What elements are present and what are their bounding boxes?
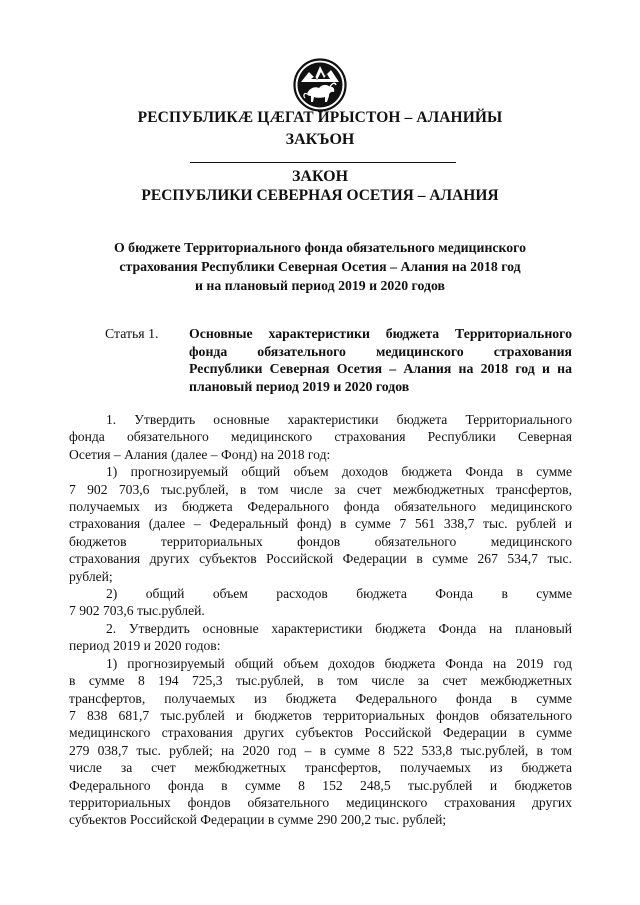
body-line: Федерального фонда в сумме 8 152 248,5 тыс.рублей и бюджетов	[69, 777, 572, 793]
body-line: 1) прогнозируемый общий объем доходов бюджета Фонда на 2019 год	[106, 655, 572, 671]
body-line: страхования (далее – Федеральный фонд) в сумме 7 561 338,7 тыс. рублей и	[69, 516, 572, 532]
body-line: территориальных фондов обязательного медицинского страхования других	[69, 794, 572, 810]
header-ossetian-republic: РЕСПУБЛИКӔ ЦӔГАТ ИРЫСТОН – АЛАНИЙЫ	[137, 109, 503, 126]
article-title-line: плановый период 2019 и 2020 годов	[189, 378, 410, 394]
body-line: фонда обязательного медицинского страхования Республики Северная	[69, 429, 572, 445]
body-line: период 2019 и 2020 годов:	[69, 638, 221, 654]
body-line: 7 838 681,7 тыс.рублей и бюджетов территориальных фондов обязательного	[69, 707, 572, 723]
body-line: рублей;	[69, 568, 113, 584]
body-line: 2. Утвердить основные характеристики бюджета Фонда на плановый	[106, 620, 572, 636]
body-line: 7 902 703,6 тыс.рублей, в том числе за счет межбюджетных трансфертов,	[69, 481, 572, 497]
article-number: Статья 1.	[105, 326, 159, 341]
body-line: 1) прогнозируемый общий объем доходов бюджета Фонда в сумме	[106, 464, 572, 480]
body-line: бюджетов территориальных фондов обязательного медицинского	[69, 533, 572, 549]
body-line: субъектов Российской Федерации в сумме 290 200,2 тыс. рублей;	[69, 812, 447, 828]
body-line: 1. Утвердить основные характеристики бюджета Территориального	[106, 412, 572, 427]
article-title	[189, 325, 572, 395]
article-title-line: фонда обязательного медицинского страхования	[189, 343, 572, 359]
body-line: Осетия – Алания (далее – Фонд) на 2018 год:	[69, 446, 331, 462]
body-line: 7 902 703,6 тыс.рублей.	[69, 603, 205, 619]
coat-of-arms-emblem-icon	[293, 58, 347, 112]
header-ossetian-law: ЗАКЪОН	[285, 131, 355, 148]
body-line: 279 038,7 тыс. рублей; на 2020 год – в сумме 8 522 533,8 тыс.рублей, в том	[69, 742, 572, 758]
header-russian-republic: РЕСПУБЛИКИ СЕВЕРНАЯ ОСЕТИЯ – АЛАНИЯ	[141, 187, 499, 204]
body-line: в сумме 8 194 725,3 тыс.рублей, в том числе за счет межбюджетных	[69, 673, 572, 689]
article-body	[69, 411, 572, 829]
body-line: трансфертов, получаемых из бюджета Федерального фонда в сумме	[69, 690, 572, 706]
law-title	[80, 238, 560, 295]
body-line: страхования других субъектов Российской Федерации в сумме 267 534,7 тыс.	[69, 551, 572, 567]
header-russian-law: ЗАКОН	[291, 168, 349, 185]
header-divider	[190, 162, 456, 163]
body-line: медицинского страхования других субъектов Российской Федерации в сумме	[69, 725, 572, 741]
body-line: 2) общий объем расходов бюджета Фонда в сумме	[106, 586, 572, 602]
article-title-line: Основные характеристики бюджета Территориального	[189, 326, 572, 341]
law-title-line: и на плановый период 2019 и 2020 годов	[195, 278, 445, 293]
body-line: получаемых из бюджета Федерального фонда обязательного медицинского	[69, 499, 572, 515]
law-title-line: О бюджете Территориального фонда обязательного медицинского	[114, 240, 526, 255]
article-title-line: Республики Северная Осетия – Алания на 2018 год и на	[189, 361, 572, 376]
body-line: числе за счет межбюджетных трансфертов, получаемых из бюджета	[69, 760, 572, 776]
law-title-line: страхования Республики Северная Осетия – Алания на 2018 год	[119, 259, 521, 274]
